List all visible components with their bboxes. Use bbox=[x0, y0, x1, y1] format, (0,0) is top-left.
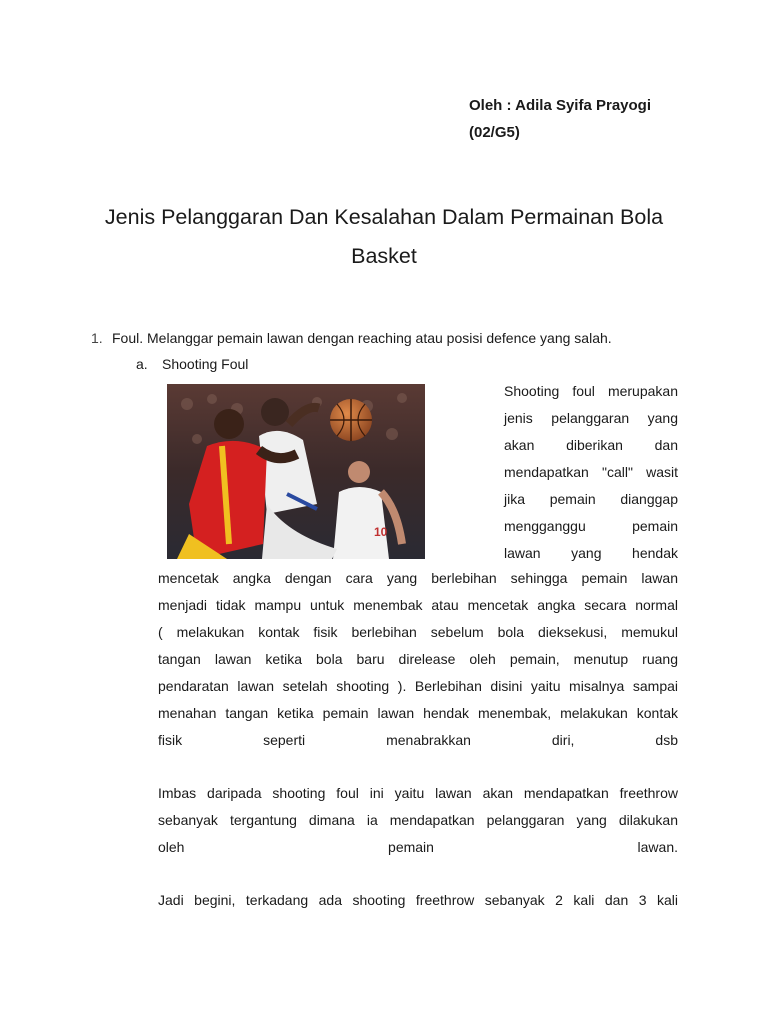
basketball-photo bbox=[167, 384, 425, 559]
list-number: 1. bbox=[91, 330, 103, 346]
author-name: Oleh : Adila Syifa Prayogi bbox=[469, 97, 651, 114]
paragraph-shooting-foul bbox=[158, 565, 678, 754]
author-block bbox=[469, 92, 651, 146]
document-title bbox=[80, 198, 688, 276]
author-class: (02/G5) bbox=[469, 124, 520, 141]
paragraph-line: pendaratan lawan setelah shooting ). Berlebihan disini yaitu misalnya sampai bbox=[158, 678, 678, 694]
list-item-1 bbox=[91, 328, 612, 348]
paragraph-line: fisik seperti menabrakkan diri, dsb bbox=[158, 732, 678, 748]
side-line: akan diberikan dan bbox=[504, 437, 678, 453]
paragraph-imbas bbox=[158, 780, 678, 861]
sub-item-letter: a. bbox=[136, 356, 148, 372]
side-line: mengganggu pemain bbox=[504, 518, 678, 534]
list-text: Foul. Melanggar pemain lawan dengan reaching atau posisi defence yang salah. bbox=[112, 330, 612, 346]
side-paragraph bbox=[504, 378, 678, 567]
side-line: mendapatkan "call" wasit bbox=[504, 464, 678, 480]
paragraph-line: oleh pemain lawan. bbox=[158, 839, 678, 855]
basketball-ball bbox=[330, 399, 372, 441]
sub-item-text: Shooting Foul bbox=[162, 356, 249, 372]
side-line: jika pemain dianggap bbox=[504, 491, 678, 507]
paragraph-line: sebanyak tergantung dimana ia mendapatkan pelanggaran yang dilakukan bbox=[158, 812, 678, 828]
side-line: jenis pelanggaran yang bbox=[504, 410, 678, 426]
paragraph-jadi-begini bbox=[158, 887, 678, 914]
paragraph-line: menjadi tidak mampu untuk menembak atau mencetak angka secara normal bbox=[158, 597, 678, 613]
side-line: lawan yang hendak bbox=[504, 545, 678, 561]
paragraph-line: Jadi begini, terkadang ada shooting freethrow sebanyak 2 kali dan 3 kali bbox=[158, 892, 678, 908]
title-line-1: Jenis Pelanggaran Dan Kesalahan Dalam Permainan Bola bbox=[104, 205, 664, 229]
paragraph-line: ( melakukan kontak fisik berlebihan sebelum bola dieksekusi, memukul bbox=[158, 624, 678, 640]
paragraph-line: tangan lawan ketika bola baru direlease oleh pemain, menutup ruang bbox=[158, 651, 678, 667]
title-line-2: Basket bbox=[351, 244, 417, 268]
jersey-number: 10 bbox=[374, 525, 388, 539]
sub-item-a bbox=[136, 354, 248, 374]
paragraph-line: menahan tangan ketika pemain lawan hendak menembak, melakukan kontak bbox=[158, 705, 678, 721]
paragraph-line: Imbas daripada shooting foul ini yaitu lawan akan mendapatkan freethrow bbox=[158, 785, 678, 801]
side-line: Shooting foul merupakan bbox=[504, 383, 678, 399]
paragraph-line: mencetak angka dengan cara yang berlebihan sehingga pemain lawan bbox=[158, 570, 678, 586]
